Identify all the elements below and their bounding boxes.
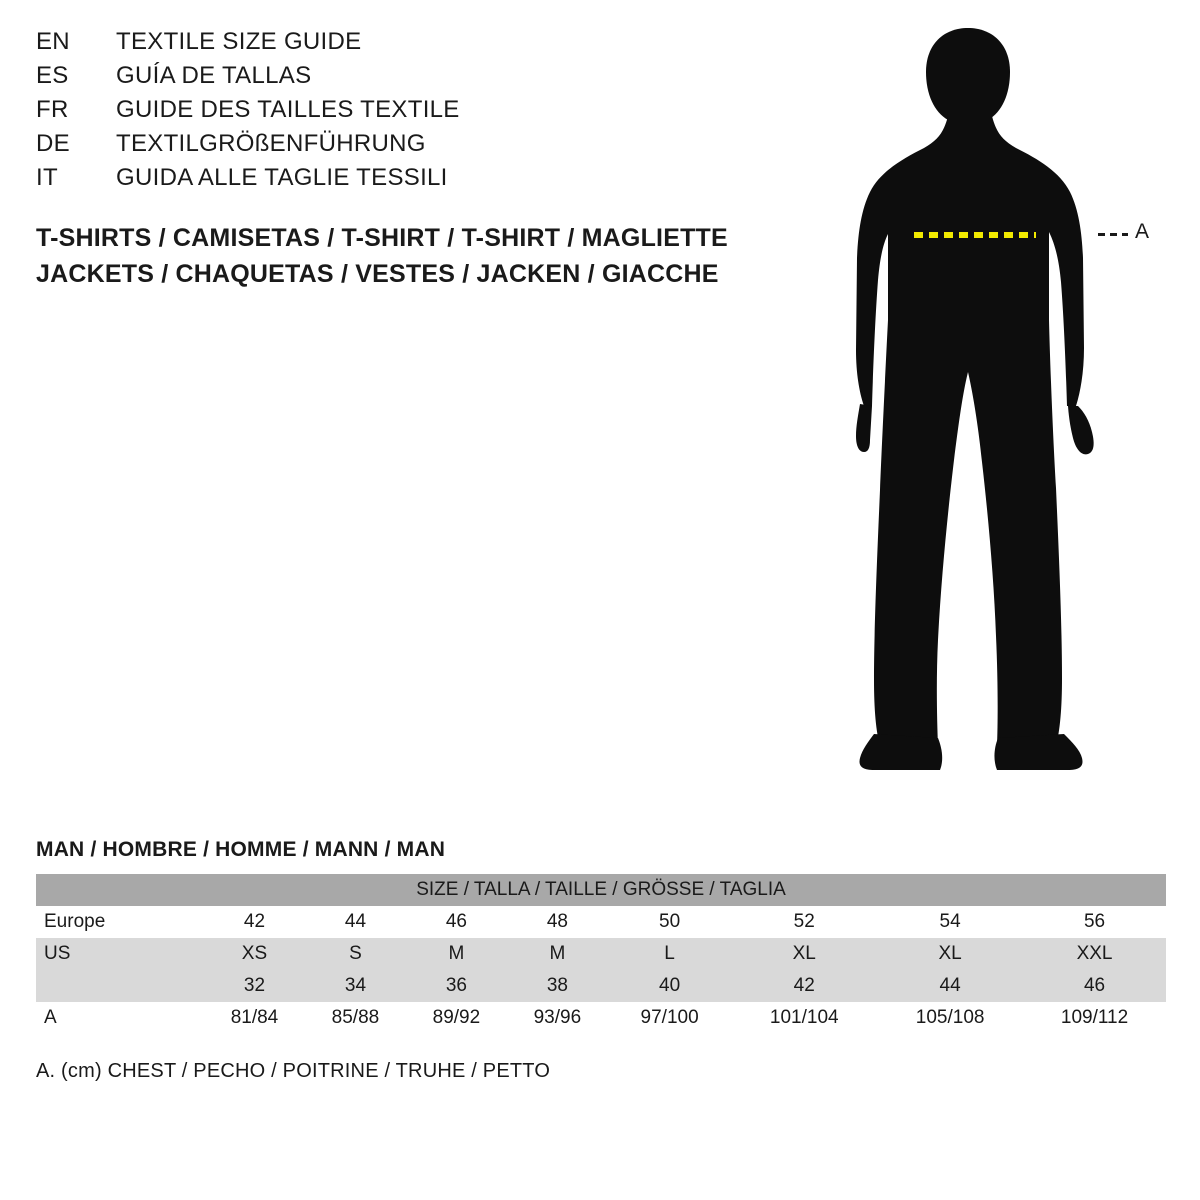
language-row — [36, 28, 756, 62]
language-code: ES — [36, 62, 69, 89]
cell: XS — [204, 938, 305, 970]
size-table — [36, 874, 1166, 1034]
cell: M — [406, 938, 507, 970]
language-title: GUIDE DES TAILLES TEXTILE — [116, 96, 460, 123]
cell: 48 — [507, 906, 608, 938]
cell: 38 — [507, 970, 608, 1002]
cell: 54 — [877, 906, 1023, 938]
cell: 81/84 — [204, 1002, 305, 1034]
cell: 93/96 — [507, 1002, 608, 1034]
cell: 56 — [1023, 906, 1166, 938]
language-title: GUIDA ALLE TAGLIE TESSILI — [116, 164, 448, 191]
row-label: Europe — [36, 906, 204, 938]
table-row — [36, 970, 1166, 1002]
cell: XL — [877, 938, 1023, 970]
language-code: DE — [36, 130, 70, 157]
cell: 101/104 — [731, 1002, 877, 1034]
cell: 32 — [204, 970, 305, 1002]
table-row — [36, 906, 1166, 938]
language-title: GUÍA DE TALLAS — [116, 62, 312, 89]
cell: XL — [731, 938, 877, 970]
cell: 34 — [305, 970, 406, 1002]
man-silhouette-icon — [820, 20, 1180, 780]
product-line-jackets: JACKETS / CHAQUETAS / VESTES / JACKEN / GIACCHE — [36, 260, 719, 288]
measurement-label-a: A — [1135, 220, 1150, 243]
cell: 105/108 — [877, 1002, 1023, 1034]
cell: 97/100 — [608, 1002, 731, 1034]
measurement-leader-dash — [1098, 233, 1128, 236]
language-title: TEXTILGRÖßENFÜHRUNG — [116, 130, 426, 157]
language-title: TEXTILE SIZE GUIDE — [116, 28, 362, 55]
table-header-band — [36, 874, 1166, 906]
language-row — [36, 96, 756, 130]
cell: 42 — [204, 906, 305, 938]
row-label — [36, 970, 204, 1002]
language-list — [36, 28, 756, 198]
table-caption-man: MAN / HOMBRE / HOMME / MANN / MAN — [36, 838, 446, 861]
cell: 89/92 — [406, 1002, 507, 1034]
product-line-tshirts: T-SHIRTS / CAMISETAS / T-SHIRT / T-SHIRT / MAGLIETTE — [36, 224, 728, 252]
table-footnote: A. (cm) CHEST / PECHO / POITRINE / TRUHE / PETTO — [36, 1060, 551, 1082]
cell: L — [608, 938, 731, 970]
language-code: IT — [36, 164, 58, 191]
cell: 109/112 — [1023, 1002, 1166, 1034]
cell: 46 — [406, 906, 507, 938]
cell: 44 — [877, 970, 1023, 1002]
table-header-label: SIZE / TALLA / TAILLE / GRÖSSE / TAGLIA — [36, 874, 1166, 906]
cell: 44 — [305, 906, 406, 938]
body-silhouette-figure — [820, 20, 1180, 780]
cell: 36 — [406, 970, 507, 1002]
language-code: EN — [36, 28, 70, 55]
language-row — [36, 62, 756, 96]
cell: 50 — [608, 906, 731, 938]
cell: 46 — [1023, 970, 1166, 1002]
language-row — [36, 164, 756, 198]
cell: 85/88 — [305, 1002, 406, 1034]
size-table-area — [36, 838, 1166, 1083]
cell: 42 — [731, 970, 877, 1002]
row-label: A — [36, 1002, 204, 1034]
product-categories — [36, 220, 796, 292]
cell: 52 — [731, 906, 877, 938]
language-row — [36, 130, 756, 164]
cell: S — [305, 938, 406, 970]
cell: M — [507, 938, 608, 970]
language-code: FR — [36, 96, 69, 123]
table-row — [36, 938, 1166, 970]
chest-measurement-line — [914, 232, 1036, 238]
table-row — [36, 1002, 1166, 1034]
row-label: US — [36, 938, 204, 970]
cell: XXL — [1023, 938, 1166, 970]
cell: 40 — [608, 970, 731, 1002]
